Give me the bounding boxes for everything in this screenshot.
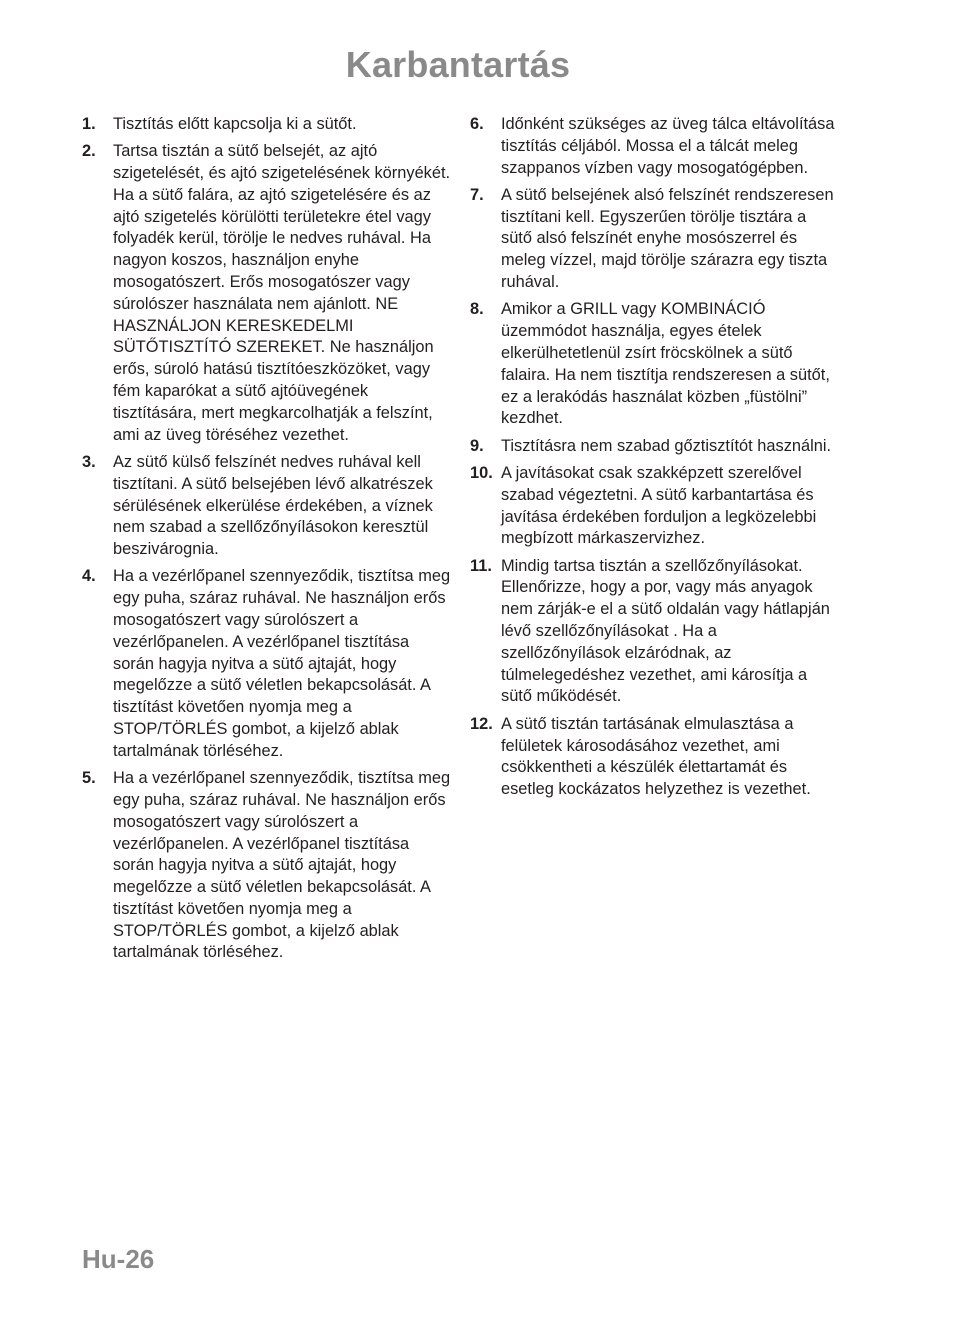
list-item [468,299,840,430]
item-text: A sütő tisztán tartásának elmulasztása a felületek károsodásához vezethet, ami csökkentheti a készülék élettartamát és esetleg kockázatos helyzethez is vezethet. [501,714,811,799]
item-number: 5. [82,769,96,788]
item-number: 1. [82,115,96,133]
item-text: Ha a vezérlőpanel szennyeződik, tisztítsa meg egy puha, száraz ruhával. Ne használjon erős mosogatószert vagy súrolószert a vezérlőpanelen. A vezérlőpanel tisztítása során hagyja nyitva a sütő ajtaját, hogy megelőzze a sütő véletlen bekapcsolását. A tisztítást követően nyomja meg a STOP/TÖRLÉS gombot, a kijelző ablak tartalmának törléséhez. [113,567,451,760]
page-title: Karbantartás [345,44,571,85]
item-number: 10. [470,463,493,482]
item-number: 3. [82,452,96,471]
list-item [80,114,452,136]
item-text: Tartsa tisztán a sütő belsejét, az ajtó szigetelését, és ajtó szigetelésének környékét. Ha a sütő falára, az ajtó szigetelésére és az ajtó szigetelés körülötti területekre étel vagy folyadék kerül, törölje le nedves ruhával. Ha nagyon koszos, használjon enyhe mosogatószert. Erős mosogatószer vagy súrolószer használata nem ajánlott. NE HASZNÁLJON KERESKEDELMI SÜTŐTISZTÍTÓ SZEREKET. Ne használjon erős, súroló hatású tisztítóeszközöket, vagy fém kaparókat a sütő ajtóüvegének tisztítására, mert megkarcolhatják a felszínt, ami az üveg töréséhez vezethet. [113,142,451,444]
item-text: Az sütő külső felszínét nedves ruhával kell tisztítani. A sütő belsejében lévő alkatrészek sérülésének elkerülése érdekében, a víznek nem szabad a szellőzőnyílásokon keresztül beszivárognia. [113,452,433,559]
item-number: 7. [470,185,484,204]
list-item [468,114,840,179]
item-text: Mindig tartsa tisztán a szellőzőnyílásokat. Ellenőrizze, hogy a por, vagy más anyagok nem zárják-e el a sütő oldalán vagy hátlapján lévő szellőzőnyílásokat . Ha a szellőzőnyílások elzáródnak, az túlmelegedéshez vezethet, ami károsítja a sütő működését. [501,556,830,706]
item-text: A javításokat csak szakképzett szerelővel szabad végeztetni. A sütő karbantartása és javítása érdekében forduljon a legközelebbi megbízott márkaszervizhez. [501,463,817,548]
list-item [80,452,452,561]
right-column-list [468,114,840,806]
item-text: Tisztítás előtt kapcsolja ki a sütőt. [113,115,357,133]
item-text: Ha a vezérlőpanel szennyeződik, tisztítsa meg egy puha, száraz ruhával. Ne használjon erős mosogatószert vagy súrolószert a vezérlőpanelen. A vezérlőpanel tisztítása során hagyja nyitva a sütő ajtaját, hogy megelőzze a sütő véletlen bekapcsolását. A tisztítást követően nyomja meg a STOP/TÖRLÉS gombot, a kijelző ablak tartalmának törléséhez. [113,769,451,962]
item-number: 11. [470,556,492,575]
list-item [80,566,452,762]
item-number: 12. [470,714,493,733]
item-text: Amikor a GRILL vagy KOMBINÁCIÓ üzemmódot használja, egyes ételek elkerülhetetlenül zsírt fröcskölnek a sütő falaira. Ha nem tisztítja rendszeresen a sütőt, ez a lerakódás használat közben „füstölni” kezdhet. [501,300,830,428]
list-item [80,141,452,446]
item-number: 2. [82,142,96,161]
list-item [468,556,840,709]
list-item [468,185,840,294]
list-item [80,768,452,964]
item-number: 6. [470,115,484,133]
page-number: Hu-26 [82,1244,155,1274]
item-number: 9. [470,436,484,455]
item-number: 4. [82,567,96,586]
item-text: Tisztításra nem szabad gőztisztítót használni. [501,436,832,455]
list-item [468,714,840,801]
item-text: A sütő belsejének alsó felszínét rendszeresen tisztítani kell. Egyszerűen törölje tisztára a sütő alsó felszínét enyhe mosószerrel és meleg vízzel, majd törölje szárazra egy tiszta ruhával. [501,185,834,292]
list-item [468,463,840,550]
left-column-list [80,114,452,970]
list-item [468,436,840,458]
item-number: 8. [470,300,484,319]
item-text: Időnként szükséges az üveg tálca eltávolítása tisztítás céljából. Mossa el a tálcát meleg szappanos vízben vagy mosogatógépben. [501,115,835,177]
